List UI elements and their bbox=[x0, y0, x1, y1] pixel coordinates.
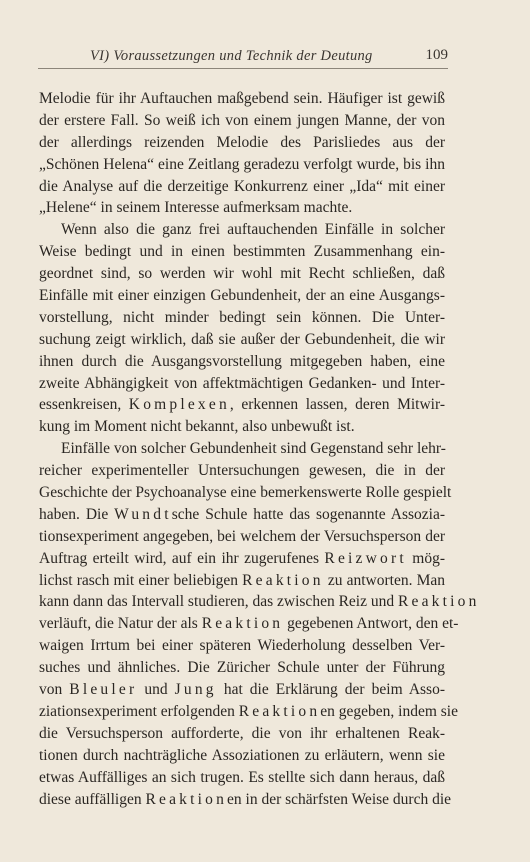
running-header bbox=[38, 46, 448, 69]
text-line: Einfälle mit einer einzigen Gebundenheit, der an eine Ausgangs- bbox=[39, 287, 445, 305]
emphasized-word: Jung bbox=[174, 681, 217, 699]
text-line: ihnen durch die Ausgangsvorstellung mitgegeben haben, eine bbox=[39, 352, 445, 370]
chapter-title: VI) Voraussetzungen und Technik der Deutung bbox=[90, 48, 373, 64]
text-line: suchung zeigt wirklich, daß sie außer der Gebundenheit, die wir bbox=[39, 330, 445, 348]
text-line: geordnet sind, so werden wir wohl mit Recht schließen, daß bbox=[39, 265, 445, 283]
text-line: zweite Abhängigkeit von affektmächtigen Gedanken- und Inter- bbox=[39, 374, 445, 392]
text-line: Wenn also die ganz frei auftauchenden Einfälle in solcher bbox=[61, 221, 445, 239]
emphasized-word: Wundt bbox=[114, 505, 172, 523]
emphasized-word: Reaktion bbox=[145, 790, 228, 808]
emphasized-word: Komplexen bbox=[128, 396, 230, 414]
text-line: haben. Die Wundtsche Schule hatte das sogenannte Assozia- bbox=[39, 505, 446, 523]
emphasized-word: Reaktion bbox=[238, 702, 321, 720]
text-line: kann dann das Intervall studieren, das zwischen Reiz und Reaktion bbox=[39, 593, 480, 611]
text-line: vorstellung, nicht minder bedingt sein können. Die Unter- bbox=[39, 308, 445, 326]
text-line: tionsexperiment angegeben, bei welchem der Versuchsperson der bbox=[39, 527, 445, 545]
text-line: reicher experimenteller Untersuchungen gewesen, die in der bbox=[39, 462, 445, 480]
text-line: etwas Auffälliges an sich trugen. Es stellte sich dann heraus, daß bbox=[39, 768, 445, 786]
body-text bbox=[39, 88, 480, 810]
text-line: kung im Moment nicht bekannt, also unbewußt ist. bbox=[39, 418, 355, 436]
text-line: verläuft, die Natur der als Reaktion gegebenen Antwort, den et- bbox=[39, 615, 459, 633]
text-line: Melodie für ihr Auftauchen maßgebend sein. Häufiger ist gewiß bbox=[39, 90, 445, 107]
text-line: „Helene“ in seinem Interesse aufmerksam machte. bbox=[39, 199, 353, 217]
text-line: „Schönen Helena“ eine Zeitlang geradezu verfolgt wurde, bis ihn bbox=[39, 155, 445, 173]
text-line: Weise bedingt und in einen bestimmten Zusammenhang ein- bbox=[39, 243, 445, 261]
text-line: waigen Irrtum bei einer späteren Wiederholung desselben Ver- bbox=[39, 637, 445, 655]
text-line: essenkreisen, Komplexen, erkennen lassen, deren Mitwir- bbox=[39, 396, 445, 414]
page-number: 109 bbox=[425, 47, 448, 63]
emphasized-word: Reaktion bbox=[201, 615, 284, 633]
text-line: von Bleuler und Jung hat die Erklärung der beim Asso- bbox=[39, 681, 445, 699]
emphasized-word: Bleuler bbox=[69, 681, 138, 699]
text-line: der allerdings reizenden Melodie des Parisliedes aus der bbox=[39, 133, 445, 151]
text-line: lichst rasch mit einer beliebigen Reaktion zu antworten. Man bbox=[39, 571, 445, 589]
text-line: der erstere Fall. So weiß ich von einem jungen Manne, der von bbox=[39, 111, 445, 129]
text-line: Einfälle von solcher Gebundenheit sind Gegenstand sehr lehr- bbox=[61, 440, 446, 458]
emphasized-word: Reizwort bbox=[324, 549, 407, 567]
text-line: ziationsexperiment erfolgenden Reaktionen gegeben, indem sie bbox=[39, 702, 458, 720]
text-line: tionen durch nachträgliche Assoziationen zu erläutern, wenn sie bbox=[39, 746, 445, 764]
text-line: suches und ähnliches. Die Züricher Schule unter der Führung bbox=[39, 659, 445, 677]
emphasized-word: Reaktion bbox=[397, 593, 480, 611]
text-line: Geschichte der Psychoanalyse eine bemerkenswerte Rolle gespielt bbox=[39, 484, 452, 502]
text-line: Auftrag erteilt wird, auf ein ihr zugerufenes Reizwort mög- bbox=[39, 549, 445, 567]
text-line: die Versuchsperson aufforderte, die von ihr erhaltenen Reak- bbox=[39, 724, 445, 742]
emphasized-word: Reaktion bbox=[242, 571, 324, 589]
text-line: diese auffälligen Reaktionen in der schärfsten Weise durch die bbox=[39, 790, 452, 808]
text-line: die Analyse auf die derzeitige Konkurrenz einer „Ida“ mit einer bbox=[39, 177, 445, 195]
